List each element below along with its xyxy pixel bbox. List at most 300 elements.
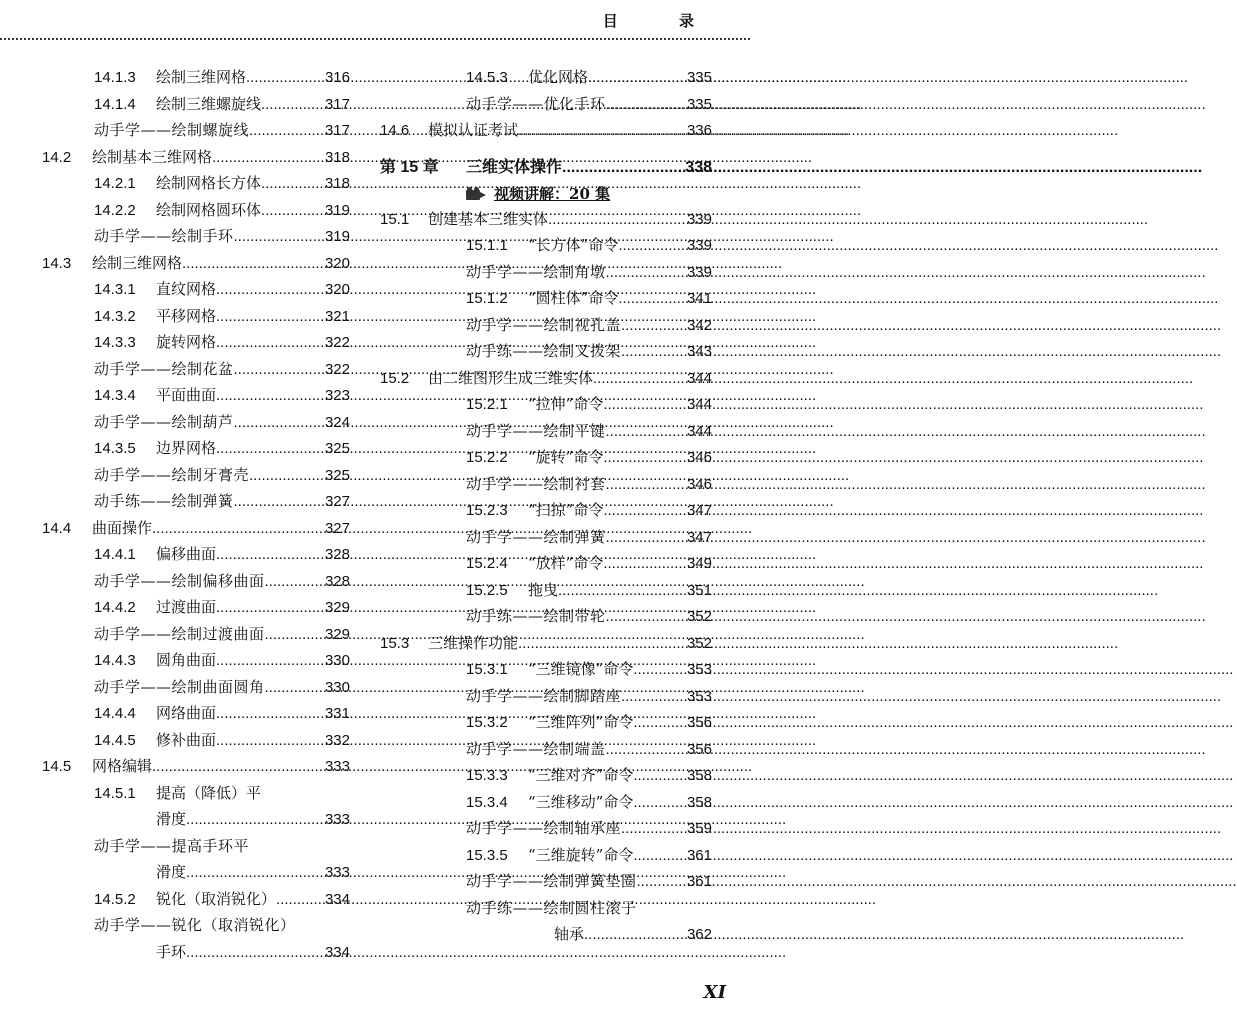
leader-dots — [621, 339, 687, 366]
entry-number: 14.2.1 — [94, 175, 136, 192]
toc-subsection-entry[interactable] — [380, 656, 712, 683]
toc-subsection-entry[interactable] — [42, 382, 350, 409]
page-ref: 320 — [324, 254, 350, 272]
leader-dots — [276, 887, 325, 914]
toc-subsection-entry[interactable] — [42, 64, 350, 91]
page-ref: 335 — [686, 95, 712, 113]
entry-title: 动手学——绘制平键 — [466, 421, 606, 440]
toc-subsection-entry[interactable] — [380, 762, 712, 789]
toc-subsection-entry[interactable] — [42, 435, 350, 462]
toc-exercise-entry[interactable] — [380, 736, 712, 763]
leader-dots — [186, 940, 325, 967]
toc-subsection-entry[interactable] — [380, 497, 712, 524]
toc-exercise-entry[interactable] — [42, 462, 350, 489]
toc-left-column — [42, 64, 350, 965]
entry-number: 15.3.4 — [466, 793, 508, 811]
toc-section-entry[interactable] — [380, 365, 712, 392]
entry-title: 边界网格 — [156, 439, 217, 457]
header-dotted-rule — [0, 38, 750, 40]
toc-exercise-entry[interactable] — [42, 912, 350, 939]
page-ref: 358 — [686, 793, 712, 811]
page-ref: 317 — [324, 122, 350, 139]
leader-dots — [606, 419, 687, 446]
entry-title: 滑度 — [156, 863, 187, 881]
page-ref: 318 — [324, 175, 350, 192]
toc-chapter-entry[interactable] — [380, 152, 712, 182]
entry-title: 动手学——绘制轴承座 — [466, 819, 622, 837]
entry-title: 绘制三维网格 — [156, 68, 247, 86]
entry-number: 15.1.1 — [466, 237, 508, 254]
entry-title: 动手学——绘制脚踏座 — [466, 686, 622, 705]
entry-number: 15.3 — [380, 634, 410, 652]
toc-subsection-entry[interactable] — [380, 550, 712, 577]
leader-dots — [216, 542, 325, 569]
chapter-number: 第 15 章 — [380, 158, 439, 176]
entry-number: 14.1.4 — [94, 95, 136, 113]
entry-title: 网格编辑 — [92, 757, 153, 775]
page-ref: 322 — [324, 334, 350, 351]
page-ref: 344 — [686, 396, 712, 413]
video-lecture-note — [380, 182, 712, 206]
leader-dots — [548, 207, 687, 234]
toc-exercise-entry[interactable] — [380, 312, 712, 339]
leader-dots — [606, 604, 687, 631]
entry-number: 14.4.1 — [94, 546, 136, 563]
page-ref: 319 — [324, 201, 350, 219]
entry-number: 14.4.5 — [94, 731, 136, 749]
leader-dots — [621, 684, 687, 711]
page-ref: 330 — [324, 678, 350, 696]
toc-subsection-entry[interactable] — [42, 700, 350, 727]
toc-subsection-entry[interactable] — [42, 91, 350, 118]
page-ref: 316 — [324, 69, 350, 86]
toc-exercise-entry[interactable] — [42, 223, 350, 250]
toc-subsection-entry[interactable] — [380, 577, 712, 604]
page-ref: 356 — [686, 740, 712, 758]
toc-subsection-entry[interactable] — [42, 647, 350, 674]
leader-dots — [234, 357, 325, 384]
leader-dots — [633, 763, 687, 790]
toc-subsection-entry[interactable] — [380, 789, 712, 816]
entry-title: 动手学——绘制角墩 — [466, 262, 606, 281]
leader-dots — [246, 65, 325, 92]
entry-number: 14.4.3 — [94, 652, 136, 669]
toc-section-entry[interactable] — [380, 630, 712, 657]
entry-title: 偏移曲面 — [156, 545, 217, 563]
entry-title: “三维阵列”命令 — [528, 713, 634, 731]
entry-title: “三维移动”命令 — [528, 792, 634, 811]
toc-exercise-entry[interactable] — [42, 833, 350, 860]
entry-number: 15.2.2 — [466, 449, 508, 466]
entry-number: 14.5.2 — [94, 890, 136, 908]
page-ref: 325 — [324, 466, 350, 484]
entry-number: 15.2.5 — [466, 581, 508, 599]
page-ref: 356 — [686, 714, 712, 731]
page-ref: 329 — [324, 599, 350, 616]
toc-exercise-entry[interactable] — [42, 356, 350, 383]
toc-exercise-entry[interactable] — [380, 603, 712, 630]
leader-dots — [216, 595, 325, 622]
toc-subsection-entry[interactable] — [42, 197, 350, 224]
entry-title: 优化网格 — [528, 68, 589, 86]
page-ref: 329 — [324, 625, 350, 643]
entry-number: 14.2 — [42, 148, 72, 166]
leader-dots — [216, 330, 325, 357]
entry-title: 动手学——提高手环平 — [94, 836, 250, 855]
page-ref: 334 — [324, 890, 350, 908]
entry-number: 15.3.1 — [466, 661, 508, 678]
page-ref: 344 — [686, 422, 712, 440]
entry-number: 15.3.2 — [466, 714, 508, 731]
page-ref: 353 — [686, 661, 712, 678]
entry-title: 过渡曲面 — [156, 598, 217, 616]
entry-number: 14.3.5 — [94, 440, 136, 457]
entry-number: 14.3.2 — [94, 307, 136, 325]
entry-title: 轴承 — [554, 925, 585, 943]
entry-title: 模拟认证考试 — [428, 121, 519, 139]
leader-dots — [606, 472, 687, 499]
entry-title: 修补曲面 — [156, 730, 217, 749]
entry-number: 15.1.2 — [466, 290, 508, 307]
entry-title: 动手学——绘制视孔盖 — [466, 315, 622, 334]
entry-number: 15.1 — [380, 210, 410, 228]
page-ref: 322 — [324, 360, 350, 378]
entry-number: 14.3.3 — [94, 334, 136, 351]
entry-title: 绘制网格长方体 — [156, 174, 262, 192]
page-ref: 338 — [685, 158, 712, 176]
page-ref: 320 — [324, 281, 350, 298]
toc-subsection-entry[interactable] — [42, 329, 350, 356]
toc-exercise-entry[interactable] — [380, 524, 712, 551]
page-ref: 335 — [686, 69, 712, 86]
leader-dots — [621, 816, 687, 843]
running-header: 目 录 — [602, 12, 722, 30]
leader-dots — [637, 869, 687, 896]
entry-number: 14.4 — [42, 519, 72, 537]
entry-title: 绘制基本三维网格 — [92, 147, 213, 166]
entry-title: 绘制三维网格 — [92, 253, 183, 272]
entry-title: 动手练——绘制圆柱滚子 — [466, 898, 637, 917]
entry-title: “三维对齐”命令 — [528, 766, 634, 784]
toc-exercise-entry[interactable] — [380, 471, 712, 498]
toc-section-entry[interactable] — [42, 144, 350, 171]
page-ref: 318 — [324, 148, 350, 166]
entry-title: “三维旋转”命令 — [528, 845, 634, 864]
toc-exercise-entry[interactable] — [380, 815, 712, 842]
entry-title: 动手学——绘制花盆 — [94, 359, 234, 378]
entry-title: 平面曲面 — [156, 386, 217, 404]
chapter-title: 三维实体操作 — [466, 156, 563, 176]
entry-title: “旋转”命令 — [528, 448, 604, 466]
page-ref: 346 — [686, 449, 712, 466]
entry-number: 14.4.4 — [94, 705, 136, 722]
page-ref: 344 — [686, 369, 712, 387]
page-ref: 330 — [324, 652, 350, 669]
video-camera-icon — [466, 187, 488, 201]
entry-title: 动手练——绘制带轮 — [466, 607, 606, 625]
entry-title: 动手学——绘制葫芦 — [94, 412, 234, 431]
leader-dots — [216, 383, 325, 410]
leader-dots — [633, 710, 687, 737]
page-ref: 343 — [686, 343, 712, 360]
entry-title: 动手学——绘制弹簧垫圈 — [466, 872, 637, 890]
page-ref: 328 — [324, 572, 350, 590]
entry-title: 动手学——绘制弹簧 — [466, 527, 606, 546]
toc-subsection-entry[interactable] — [42, 780, 350, 807]
entry-title: 提高（降低）平 — [156, 783, 262, 802]
toc-subsection-entry[interactable] — [380, 444, 712, 471]
toc-exercise-entry[interactable] — [380, 683, 712, 710]
entry-title: 动手学——绘制曲面圆角 — [94, 677, 265, 696]
leader-dots — [606, 260, 687, 287]
leader-dots — [186, 860, 325, 887]
leader-dots — [265, 675, 325, 702]
leader-dots — [152, 516, 325, 543]
entry-title: 动手学——绘制螺旋线 — [94, 121, 250, 139]
toc-exercise-entry[interactable] — [42, 409, 350, 436]
toc-exercise-entry[interactable] — [42, 674, 350, 701]
toc-subsection-entry[interactable] — [380, 232, 712, 259]
page-ref: 321 — [324, 307, 350, 325]
page-ref: 342 — [686, 316, 712, 334]
page-ref: 327 — [324, 519, 350, 537]
entry-title: 动手学——绘制端盖 — [466, 739, 606, 758]
toc-section-entry[interactable] — [380, 117, 712, 144]
toc-subsection-entry[interactable] — [42, 886, 350, 913]
toc-exercise-entry[interactable] — [380, 259, 712, 286]
entry-number: 15.2.4 — [466, 555, 508, 572]
leader-dots — [182, 251, 325, 278]
entry-title: 圆角曲面 — [156, 651, 217, 669]
toc-subsection-entry[interactable] — [42, 170, 350, 197]
entry-number: 14.2.2 — [94, 201, 136, 219]
page-ref: 334 — [324, 943, 350, 961]
toc-exercise-entry[interactable] — [42, 488, 350, 515]
entry-title: 旋转网格 — [156, 333, 217, 351]
entry-title: 直纹网格 — [156, 280, 217, 298]
leader-dots — [265, 622, 325, 649]
page-ref: 323 — [324, 387, 350, 404]
page-ref: 361 — [686, 846, 712, 864]
page-ref: 341 — [686, 290, 712, 307]
page-ref: 361 — [686, 873, 712, 890]
page-ref: 333 — [324, 864, 350, 881]
page-ref: 331 — [324, 705, 350, 722]
toc-exercise-entry[interactable] — [42, 117, 350, 144]
entry-title: 手环 — [156, 942, 187, 961]
entry-title: “扫掠”命令 — [528, 501, 604, 519]
entry-title: 绘制网格圆环体 — [156, 200, 262, 219]
toc-subsection-entry[interactable] — [380, 285, 712, 312]
toc-subsection-entry[interactable] — [42, 303, 350, 330]
leader-dots — [216, 277, 325, 304]
leader-dots — [216, 436, 325, 463]
entry-title: 动手学——优化手环 — [466, 94, 606, 113]
page-ref: 327 — [324, 493, 350, 510]
entry-title: 滑度 — [156, 810, 187, 828]
leader-dots — [152, 754, 325, 781]
leader-dots — [261, 198, 325, 225]
toc-entry-continuation[interactable] — [42, 806, 350, 833]
leader-dots — [606, 737, 687, 764]
toc-subsection-entry[interactable] — [380, 64, 712, 91]
entry-number: 15.2.3 — [466, 502, 508, 519]
page-ref: 339 — [686, 237, 712, 254]
page-ref: 325 — [324, 440, 350, 457]
entry-title: 曲面操作 — [92, 518, 153, 537]
entry-title: 网络曲面 — [156, 704, 217, 722]
page-ref: 352 — [686, 608, 712, 625]
toc-section-entry[interactable] — [42, 515, 350, 542]
page-ref: 347 — [686, 502, 712, 519]
entry-title: 动手学——绘制手环 — [94, 227, 234, 245]
leader-dots — [588, 65, 687, 92]
entry-number: 14.3 — [42, 254, 72, 272]
entry-title: “放样”命令 — [528, 554, 604, 572]
entry-number: 15.2.1 — [466, 396, 508, 413]
leader-dots — [216, 701, 325, 728]
toc-section-entry[interactable] — [380, 206, 712, 233]
entry-title: 动手学——绘制牙膏壳 — [94, 465, 250, 484]
page-ref: 353 — [686, 687, 712, 705]
toc-exercise-entry[interactable] — [42, 568, 350, 595]
leader-dots — [518, 631, 687, 658]
entry-title: “长方体”命令 — [528, 236, 619, 254]
leader-dots — [558, 578, 687, 605]
leader-dots — [216, 728, 325, 755]
entry-title: 三维操作功能 — [428, 633, 519, 652]
leader-dots — [518, 118, 687, 145]
page-ref: 324 — [324, 413, 350, 431]
page-ref: 359 — [686, 820, 712, 837]
entry-number: 14.1.3 — [94, 69, 136, 86]
page-ref: 339 — [686, 263, 712, 281]
leader-dots — [603, 498, 687, 525]
leader-dots — [234, 224, 325, 251]
leader-dots — [216, 304, 325, 331]
entry-title: 动手学——绘制偏移曲面 — [94, 571, 265, 590]
entry-number: 15.3.5 — [466, 846, 508, 864]
entry-number: 15.2 — [380, 369, 410, 387]
toc-entry-continuation[interactable] — [380, 921, 712, 948]
leader-dots — [249, 463, 325, 490]
leader-dots — [562, 153, 685, 183]
page-ref: 347 — [686, 528, 712, 546]
leader-dots — [606, 525, 687, 552]
toc-right-column — [380, 64, 712, 948]
entry-number: 14.4.2 — [94, 599, 136, 616]
entry-title: “拉伸”命令 — [528, 395, 604, 413]
toc-subsection-entry[interactable] — [42, 727, 350, 754]
leader-dots — [216, 648, 325, 675]
page-number: XI — [703, 982, 726, 1003]
entry-number: 14.5.1 — [94, 784, 136, 802]
entry-title: 动手练——绘制弹簧 — [94, 492, 234, 510]
page-ref: 346 — [686, 475, 712, 493]
toc-section-entry[interactable] — [42, 753, 350, 780]
leader-dots — [234, 489, 325, 516]
leader-dots — [603, 445, 687, 472]
toc-exercise-entry[interactable] — [380, 91, 712, 118]
leader-dots — [234, 410, 325, 437]
entry-title: 创建基本三维实体 — [428, 209, 549, 228]
toc-exercise-entry[interactable] — [380, 418, 712, 445]
toc-subsection-entry[interactable] — [380, 391, 712, 418]
leader-dots — [606, 92, 687, 119]
entry-title: 由二维图形生成三维实体 — [428, 368, 594, 387]
entry-title: 动手学——锐化（取消锐化） — [94, 916, 296, 934]
leader-dots — [593, 366, 687, 393]
entry-title: 锐化（取消锐化） — [156, 889, 277, 908]
page-ref: 349 — [686, 555, 712, 572]
leader-dots — [186, 807, 325, 834]
toc-subsection-entry[interactable] — [42, 276, 350, 303]
entry-number: 15.3.3 — [466, 767, 508, 784]
leader-dots — [584, 922, 687, 949]
toc-subsection-entry[interactable] — [380, 842, 712, 869]
page-ref: 317 — [324, 95, 350, 113]
leader-dots — [633, 790, 687, 817]
page-ref: 333 — [324, 758, 350, 775]
entry-title: 动手练——绘制叉拨架 — [466, 342, 622, 360]
toc-exercise-entry[interactable] — [380, 895, 712, 922]
page-ref: 336 — [686, 122, 712, 139]
entry-number: 14.6 — [380, 122, 410, 139]
toc-entry-continuation[interactable] — [42, 859, 350, 886]
toc-exercise-entry[interactable] — [380, 338, 712, 365]
page-ref: 352 — [686, 634, 712, 652]
entry-number: 14.3.1 — [94, 281, 136, 298]
leader-dots — [621, 313, 687, 340]
entry-number: 14.5.3 — [466, 69, 508, 86]
entry-title: 动手学——绘制过渡曲面 — [94, 624, 265, 643]
leader-dots — [249, 118, 325, 145]
entry-title: 拖曳 — [528, 580, 559, 599]
leader-dots — [618, 286, 687, 313]
page-ref: 339 — [686, 210, 712, 228]
page-ref: 319 — [324, 228, 350, 245]
leader-dots — [603, 392, 687, 419]
leader-dots — [603, 551, 687, 578]
entry-title: “三维镜像”命令 — [528, 660, 634, 678]
entry-number: 14.5 — [42, 758, 72, 775]
leader-dots — [633, 843, 687, 870]
toc-exercise-entry[interactable] — [380, 868, 712, 895]
page-ref: 332 — [324, 731, 350, 749]
page-ref: 328 — [324, 546, 350, 563]
video-count: 视频讲解：20 集 — [494, 184, 611, 203]
leader-dots — [633, 657, 687, 684]
entry-number: 14.3.4 — [94, 387, 136, 404]
leader-dots — [618, 233, 687, 260]
leader-dots — [265, 569, 325, 596]
leader-dots — [261, 171, 325, 198]
page-ref: 333 — [324, 811, 350, 828]
toc-exercise-entry[interactable] — [42, 621, 350, 648]
toc-subsection-entry[interactable] — [380, 709, 712, 736]
page-ref: 358 — [686, 767, 712, 784]
page-ref: 351 — [686, 581, 712, 599]
leader-dots — [261, 92, 325, 119]
toc-subsection-entry[interactable] — [42, 594, 350, 621]
entry-title: 平移网格 — [156, 306, 217, 325]
toc-entry-continuation[interactable] — [42, 939, 350, 966]
entry-title: 动手学——绘制衬套 — [466, 474, 606, 493]
toc-subsection-entry[interactable] — [42, 541, 350, 568]
entry-title: “圆柱体”命令 — [528, 289, 619, 307]
leader-dots — [212, 145, 325, 172]
toc-section-entry[interactable] — [42, 250, 350, 277]
